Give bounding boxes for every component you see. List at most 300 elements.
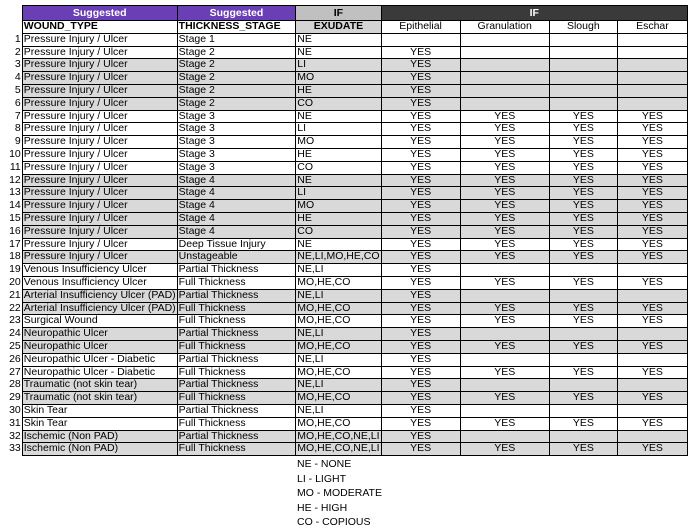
cell-granulation[interactable]: YES [460, 136, 549, 149]
cell-epithelial[interactable]: YES [381, 392, 460, 405]
cell-eschar[interactable] [617, 404, 687, 417]
legend-item: HE - HIGH [297, 501, 348, 514]
cell-epithelial[interactable]: YES [381, 328, 460, 341]
table-row[interactable] [0, 33, 688, 46]
cell-granulation[interactable]: YES [460, 302, 549, 315]
cell-granulation[interactable]: YES [460, 340, 549, 353]
column-header-epithelial: Epithelial [381, 21, 460, 34]
cell-slough[interactable]: YES [549, 187, 617, 200]
table-row[interactable] [0, 238, 688, 251]
cell-thickness-stage[interactable]: Stage 3 [177, 110, 296, 123]
cell-exudate[interactable]: NE [296, 238, 381, 251]
row-number: 26 [9, 353, 21, 365]
cell-slough[interactable]: YES [549, 161, 617, 174]
table-row[interactable] [0, 72, 688, 85]
cell-granulation[interactable]: YES [460, 315, 549, 328]
cell-slough[interactable]: YES [549, 148, 617, 161]
cell-thickness-stage[interactable]: Stage 3 [177, 148, 296, 161]
table-row[interactable] [0, 84, 688, 97]
cell-granulation[interactable] [460, 328, 549, 341]
cell-granulation[interactable]: YES [460, 392, 549, 405]
cell-granulation[interactable] [460, 46, 549, 59]
cell-eschar[interactable]: YES [617, 161, 687, 174]
cell-wound-type[interactable]: Neuropathic Ulcer - Diabetic [22, 366, 177, 379]
cell-eschar[interactable] [617, 84, 687, 97]
cell-granulation[interactable]: YES [460, 417, 549, 430]
cell-epithelial[interactable]: YES [381, 340, 460, 353]
table-row[interactable] [0, 187, 688, 200]
table-row[interactable] [0, 430, 688, 443]
cell-wound-type[interactable]: Pressure Injury / Ulcer [22, 187, 177, 200]
cell-granulation[interactable] [460, 97, 549, 110]
cell-eschar[interactable] [617, 72, 687, 85]
group-header-row [0, 6, 688, 21]
cell-eschar[interactable] [617, 289, 687, 302]
table-row[interactable] [0, 148, 688, 161]
table-row[interactable] [0, 46, 688, 59]
cell-epithelial[interactable]: YES [381, 46, 460, 59]
cell-epithelial[interactable]: YES [381, 97, 460, 110]
cell-thickness-stage[interactable]: Partial Thickness [177, 430, 296, 443]
cell-thickness-stage[interactable]: Stage 4 [177, 200, 296, 213]
table-row[interactable] [0, 392, 688, 405]
cell-exudate[interactable]: NE [296, 174, 381, 187]
cell-wound-type[interactable]: Pressure Injury / Ulcer [22, 161, 177, 174]
cell-granulation[interactable]: YES [460, 238, 549, 251]
row-number: 11 [9, 161, 21, 173]
cell-wound-type[interactable]: Pressure Injury / Ulcer [22, 148, 177, 161]
cell-exudate[interactable]: MO [296, 136, 381, 149]
cell-exudate[interactable]: NE,LI [296, 353, 381, 366]
cell-wound-type[interactable]: Ischemic (Non PAD) [22, 430, 177, 443]
legend-item: CO - COPIOUS [297, 516, 371, 528]
cell-granulation[interactable] [460, 353, 549, 366]
cell-slough[interactable]: YES [549, 302, 617, 315]
table-row[interactable] [0, 328, 688, 341]
cell-eschar[interactable] [617, 264, 687, 277]
row-number: 15 [9, 212, 21, 224]
cell-epithelial[interactable]: YES [381, 404, 460, 417]
cell-epithelial[interactable]: YES [381, 353, 460, 366]
row-number-header [0, 21, 22, 34]
cell-wound-type[interactable]: Pressure Injury / Ulcer [22, 110, 177, 123]
table-row[interactable] [0, 212, 688, 225]
cell-eschar[interactable] [617, 97, 687, 110]
cell-wound-type[interactable]: Ischemic (Non PAD) [22, 443, 177, 456]
table-row[interactable] [0, 276, 688, 289]
table-row[interactable] [0, 289, 688, 302]
cell-wound-type[interactable]: Skin Tear [22, 417, 177, 430]
cell-granulation[interactable] [460, 379, 549, 392]
cell-wound-type[interactable]: Traumatic (not skin tear) [22, 392, 177, 405]
cell-thickness-stage[interactable]: Stage 3 [177, 161, 296, 174]
cell-epithelial[interactable]: YES [381, 200, 460, 213]
cell-thickness-stage[interactable]: Full Thickness [177, 302, 296, 315]
cell-exudate[interactable]: MO,HE,CO [296, 315, 381, 328]
cell-granulation[interactable]: YES [460, 225, 549, 238]
cell-eschar[interactable]: YES [617, 148, 687, 161]
table-row[interactable] [0, 174, 688, 187]
table-row[interactable] [0, 302, 688, 315]
cell-slough[interactable] [549, 430, 617, 443]
cell-thickness-stage[interactable]: Unstageable [177, 251, 296, 264]
column-header-granulation: Granulation [460, 21, 549, 34]
cell-granulation[interactable] [460, 84, 549, 97]
cell-wound-type[interactable]: Pressure Injury / Ulcer [22, 174, 177, 187]
cell-slough[interactable]: YES [549, 110, 617, 123]
cell-wound-type[interactable]: Pressure Injury / Ulcer [22, 251, 177, 264]
cell-granulation[interactable]: YES [460, 174, 549, 187]
column-header-row [0, 21, 688, 34]
cell-epithelial[interactable]: YES [381, 225, 460, 238]
cell-slough[interactable]: YES [549, 276, 617, 289]
cell-exudate[interactable]: NE [296, 33, 381, 46]
cell-epithelial[interactable]: YES [381, 443, 460, 456]
cell-wound-type[interactable]: Arterial Insufficiency Ulcer (PAD) [23, 302, 176, 314]
cell-wound-type[interactable]: Neuropathic Ulcer [22, 340, 177, 353]
cell-eschar[interactable]: YES [617, 443, 687, 456]
row-number: 8 [14, 122, 21, 135]
cell-granulation[interactable]: YES [460, 148, 549, 161]
cell-slough[interactable]: YES [549, 174, 617, 187]
row-number: 28 [9, 378, 21, 391]
cell-thickness-stage[interactable]: Full Thickness [177, 340, 296, 353]
cell-granulation[interactable] [460, 33, 549, 46]
cell-exudate[interactable]: HE [296, 84, 381, 97]
row-number: 18 [9, 250, 21, 263]
cell-thickness-stage[interactable]: Stage 4 [177, 187, 296, 200]
cell-granulation[interactable]: YES [460, 212, 549, 225]
cell-exudate[interactable]: NE [296, 46, 381, 59]
cell-thickness-stage[interactable]: Full Thickness [177, 417, 296, 430]
cell-wound-type[interactable]: Pressure Injury / Ulcer [22, 212, 177, 225]
column-header-eschar: Eschar [617, 21, 687, 34]
cell-thickness-stage[interactable]: Stage 4 [177, 225, 296, 238]
cell-wound-type[interactable]: Pressure Injury / Ulcer [22, 59, 177, 72]
cell-epithelial[interactable]: YES [381, 174, 460, 187]
cell-exudate[interactable]: MO [296, 72, 381, 85]
wound-table [0, 5, 688, 456]
cell-exudate[interactable]: NE,LI [296, 289, 381, 302]
cell-epithelial[interactable]: YES [381, 238, 460, 251]
cell-exudate[interactable]: NE,LI [296, 404, 381, 417]
cell-thickness-stage[interactable]: Stage 4 [177, 212, 296, 225]
table-row[interactable] [0, 59, 688, 72]
cell-thickness-stage[interactable]: Full Thickness [177, 392, 296, 405]
table-row[interactable] [0, 97, 688, 110]
table-row[interactable] [0, 264, 688, 277]
table-row[interactable] [0, 200, 688, 213]
cell-eschar[interactable]: YES [617, 200, 687, 213]
cell-thickness-stage[interactable]: Full Thickness [177, 443, 296, 456]
cell-eschar[interactable]: YES [617, 276, 687, 289]
cell-exudate[interactable]: NE,LI [296, 264, 381, 277]
table-row[interactable] [0, 123, 688, 136]
cell-thickness-stage[interactable]: Full Thickness [177, 315, 296, 328]
cell-slough[interactable]: YES [549, 136, 617, 149]
row-number: 14 [9, 199, 21, 212]
cell-thickness-stage[interactable]: Deep Tissue Injury [177, 238, 296, 251]
cell-granulation[interactable]: YES [460, 161, 549, 174]
cell-epithelial[interactable] [381, 33, 460, 46]
row-number: 29 [9, 391, 21, 404]
table-row[interactable] [0, 417, 688, 430]
cell-granulation[interactable] [460, 430, 549, 443]
cell-epithelial[interactable]: YES [381, 59, 460, 72]
table-row[interactable] [0, 136, 688, 149]
cell-exudate[interactable]: MO,HE,CO [296, 302, 381, 315]
cell-granulation[interactable]: YES [460, 123, 549, 136]
cell-exudate[interactable]: MO,HE,CO [296, 276, 381, 289]
cell-eschar[interactable] [617, 59, 687, 72]
cell-wound-type[interactable]: Pressure Injury / Ulcer [22, 136, 177, 149]
group-header-suggested-thickness: Suggested [177, 6, 296, 21]
cell-thickness-stage[interactable]: Partial Thickness [177, 289, 296, 302]
cell-epithelial[interactable]: YES [381, 123, 460, 136]
row-number: 27 [9, 366, 21, 378]
cell-slough[interactable] [549, 46, 617, 59]
cell-slough[interactable] [549, 97, 617, 110]
cell-eschar[interactable] [617, 430, 687, 443]
cell-epithelial[interactable]: YES [381, 187, 460, 200]
table-row[interactable] [0, 225, 688, 238]
cell-thickness-stage[interactable]: Full Thickness [177, 276, 296, 289]
cell-thickness-stage[interactable]: Partial Thickness [177, 264, 296, 277]
cell-thickness-stage[interactable]: Partial Thickness [177, 404, 296, 417]
row-number: 12 [9, 174, 21, 186]
cell-wound-type[interactable]: Pressure Injury / Ulcer [22, 33, 177, 46]
cell-exudate[interactable]: MO,HE,CO [296, 366, 381, 379]
cell-epithelial[interactable]: YES [381, 417, 460, 430]
exudate-legend [297, 457, 382, 530]
cell-slough[interactable]: YES [549, 315, 617, 328]
cell-epithelial[interactable]: YES [381, 136, 460, 149]
cell-eschar[interactable]: YES [617, 315, 687, 328]
row-number: 10 [9, 148, 21, 160]
cell-wound-type[interactable]: Pressure Injury / Ulcer [22, 238, 177, 251]
row-number: 20 [9, 276, 21, 288]
cell-slough[interactable] [549, 404, 617, 417]
table-row[interactable] [0, 110, 688, 123]
cell-eschar[interactable] [617, 33, 687, 46]
row-number: 17 [9, 238, 21, 250]
cell-slough[interactable]: YES [549, 417, 617, 430]
cell-wound-type[interactable]: Pressure Injury / Ulcer [22, 123, 177, 136]
cell-exudate[interactable]: LI [296, 59, 381, 72]
cell-eschar[interactable] [617, 328, 687, 341]
table-row[interactable] [0, 379, 688, 392]
legend-item: MO - MODERATE [297, 487, 382, 499]
cell-thickness-stage[interactable]: Stage 2 [177, 97, 296, 110]
cell-exudate[interactable]: CO [296, 225, 381, 238]
cell-wound-type[interactable]: Pressure Injury / Ulcer [22, 200, 177, 213]
cell-eschar[interactable]: YES [617, 302, 687, 315]
cell-wound-type[interactable]: Pressure Injury / Ulcer [22, 46, 177, 59]
cell-eschar[interactable]: YES [617, 212, 687, 225]
cell-thickness-stage[interactable]: Stage 4 [177, 174, 296, 187]
cell-exudate[interactable]: HE [296, 212, 381, 225]
cell-wound-type[interactable]: Venous Insufficiency Ulcer [22, 264, 177, 277]
cell-slough[interactable]: YES [549, 123, 617, 136]
cell-epithelial[interactable]: YES [381, 430, 460, 443]
cell-exudate[interactable]: NE,LI,MO,HE,CO [297, 250, 380, 263]
cell-granulation[interactable] [460, 59, 549, 72]
cell-epithelial[interactable]: YES [381, 366, 460, 379]
row-number: 19 [9, 263, 21, 276]
table-row[interactable] [0, 315, 688, 328]
cell-eschar[interactable] [617, 46, 687, 59]
cell-epithelial[interactable]: YES [381, 264, 460, 277]
legend-item: NE - NONE [297, 458, 352, 470]
cell-eschar[interactable]: YES [617, 417, 687, 430]
cell-slough[interactable]: YES [549, 366, 617, 379]
table-row[interactable] [0, 366, 688, 379]
cell-exudate[interactable]: CO [296, 97, 381, 110]
cell-slough[interactable]: YES [549, 225, 617, 238]
cell-thickness-stage[interactable]: Partial Thickness [177, 379, 296, 392]
table-row[interactable] [0, 161, 688, 174]
cell-wound-type[interactable]: Skin Tear [22, 404, 177, 417]
cell-slough[interactable]: YES [549, 238, 617, 251]
row-number: 32 [9, 430, 21, 442]
cell-exudate[interactable]: MO,HE,CO,NE,LI [297, 430, 380, 442]
cell-eschar[interactable]: YES [617, 340, 687, 353]
cell-wound-type[interactable]: Surgical Wound [22, 315, 177, 328]
cell-slough[interactable] [549, 328, 617, 341]
cell-eschar[interactable]: YES [617, 174, 687, 187]
row-number: 30 [9, 404, 21, 416]
table-row[interactable] [0, 443, 688, 456]
cell-exudate[interactable]: MO [296, 200, 381, 213]
cell-granulation[interactable]: YES [460, 110, 549, 123]
cell-thickness-stage[interactable]: Stage 3 [177, 136, 296, 149]
cell-exudate[interactable]: HE [296, 148, 381, 161]
cell-eschar[interactable]: YES [617, 110, 687, 123]
cell-wound-type[interactable]: Neuropathic Ulcer - Diabetic [22, 353, 177, 366]
cell-eschar[interactable]: YES [617, 238, 687, 251]
cell-wound-type[interactable]: Traumatic (not skin tear) [22, 379, 177, 392]
table-row[interactable] [0, 340, 688, 353]
table-row[interactable] [0, 404, 688, 417]
cell-epithelial[interactable]: YES [381, 251, 460, 264]
cell-slough[interactable] [549, 379, 617, 392]
cell-slough[interactable] [549, 84, 617, 97]
cell-granulation[interactable]: YES [460, 251, 549, 264]
cell-epithelial[interactable]: YES [381, 148, 460, 161]
cell-epithelial[interactable]: YES [381, 315, 460, 328]
cell-slough[interactable]: YES [549, 443, 617, 456]
cell-exudate[interactable]: CO [296, 161, 381, 174]
cell-exudate[interactable]: MO,HE,CO [296, 340, 381, 353]
cell-thickness-stage[interactable]: Partial Thickness [177, 328, 296, 341]
cell-thickness-stage[interactable]: Stage 2 [177, 46, 296, 59]
cell-eschar[interactable]: YES [617, 136, 687, 149]
row-number: 6 [14, 97, 21, 109]
cell-thickness-stage[interactable]: Stage 2 [177, 84, 296, 97]
cell-slough[interactable] [549, 59, 617, 72]
cell-wound-type[interactable]: Arterial Insufficiency Ulcer (PAD) [23, 289, 176, 301]
cell-eschar[interactable]: YES [617, 366, 687, 379]
cell-slough[interactable]: YES [549, 251, 617, 264]
table-row[interactable] [0, 251, 688, 264]
cell-eschar[interactable] [617, 379, 687, 392]
cell-eschar[interactable]: YES [617, 187, 687, 200]
cell-wound-type[interactable]: Pressure Injury / Ulcer [22, 72, 177, 85]
row-number: 21 [9, 289, 21, 301]
cell-exudate[interactable]: MO,HE,CO,NE,LI [297, 442, 380, 455]
cell-slough[interactable]: YES [549, 340, 617, 353]
cell-thickness-stage[interactable]: Stage 2 [177, 72, 296, 85]
cell-eschar[interactable]: YES [617, 392, 687, 405]
cell-wound-type[interactable]: Pressure Injury / Ulcer [22, 84, 177, 97]
cell-eschar[interactable]: YES [617, 225, 687, 238]
cell-granulation[interactable] [460, 289, 549, 302]
cell-epithelial[interactable]: YES [381, 212, 460, 225]
cell-thickness-stage[interactable]: Partial Thickness [177, 353, 296, 366]
cell-epithelial[interactable]: YES [381, 161, 460, 174]
row-number: 24 [9, 327, 21, 340]
cell-exudate[interactable]: MO,HE,CO [296, 392, 381, 405]
cell-slough[interactable]: YES [549, 392, 617, 405]
cell-exudate[interactable]: NE [296, 110, 381, 123]
cell-eschar[interactable]: YES [617, 123, 687, 136]
row-number: 2 [14, 46, 21, 58]
cell-granulation[interactable] [460, 264, 549, 277]
cell-exudate[interactable]: LI [296, 187, 381, 200]
cell-granulation[interactable] [460, 72, 549, 85]
cell-slough[interactable] [549, 289, 617, 302]
cell-epithelial[interactable]: YES [381, 72, 460, 85]
cell-exudate[interactable]: NE,LI [296, 379, 381, 392]
cell-granulation[interactable]: YES [460, 366, 549, 379]
cell-thickness-stage[interactable]: Stage 3 [177, 123, 296, 136]
cell-thickness-stage[interactable]: Full Thickness [177, 366, 296, 379]
cell-epithelial[interactable]: YES [381, 110, 460, 123]
cell-wound-type[interactable]: Neuropathic Ulcer [22, 328, 177, 341]
cell-exudate[interactable]: MO,HE,CO [296, 417, 381, 430]
cell-eschar[interactable] [617, 353, 687, 366]
cell-thickness-stage[interactable]: Stage 1 [177, 33, 296, 46]
cell-eschar[interactable]: YES [617, 251, 687, 264]
cell-epithelial[interactable]: YES [381, 289, 460, 302]
cell-thickness-stage[interactable]: Stage 2 [177, 59, 296, 72]
cell-wound-type[interactable]: Pressure Injury / Ulcer [22, 225, 177, 238]
cell-epithelial[interactable]: YES [381, 302, 460, 315]
cell-slough[interactable] [549, 353, 617, 366]
cell-granulation[interactable]: YES [460, 187, 549, 200]
cell-epithelial[interactable]: YES [381, 276, 460, 289]
cell-exudate[interactable]: NE,LI [296, 328, 381, 341]
cell-exudate[interactable]: LI [296, 123, 381, 136]
cell-slough[interactable]: YES [549, 212, 617, 225]
cell-granulation[interactable]: YES [460, 276, 549, 289]
row-number: 25 [9, 340, 21, 352]
cell-epithelial[interactable]: YES [381, 379, 460, 392]
cell-slough[interactable] [549, 72, 617, 85]
row-number: 13 [9, 186, 21, 199]
cell-granulation[interactable]: YES [460, 200, 549, 213]
cell-slough[interactable] [549, 264, 617, 277]
cell-wound-type[interactable]: Pressure Injury / Ulcer [22, 97, 177, 110]
cell-wound-type[interactable]: Venous Insufficiency Ulcer [22, 276, 177, 289]
cell-epithelial[interactable]: YES [381, 84, 460, 97]
cell-slough[interactable] [549, 33, 617, 46]
cell-slough[interactable]: YES [549, 200, 617, 213]
cell-granulation[interactable] [460, 404, 549, 417]
table-row[interactable] [0, 353, 688, 366]
row-number: 33 [9, 442, 21, 455]
cell-granulation[interactable]: YES [460, 443, 549, 456]
